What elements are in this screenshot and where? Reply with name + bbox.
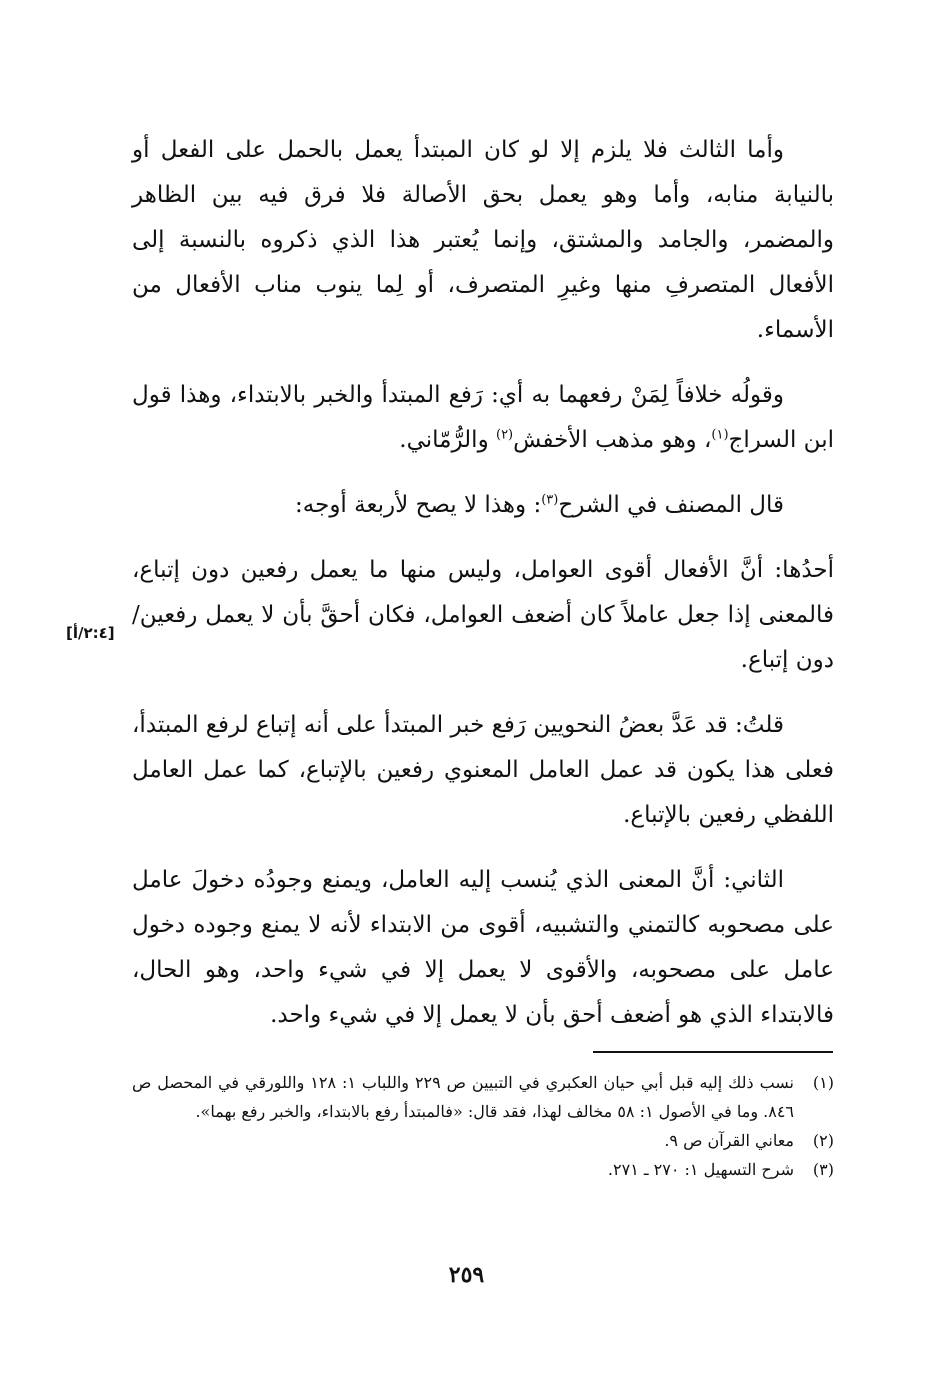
footnote-1 — [132, 1068, 834, 1126]
footnote-2 — [132, 1126, 834, 1155]
text-segment: وقولُه خلافاً لِمَنْ رفعهما به أي: رَفع المبتدأ والخبر بالابتداء، وهذا قول ابن السراج — [132, 382, 834, 453]
footnote-marker-2[interactable]: (٢) — [495, 427, 514, 443]
footnote-3 — [132, 1155, 834, 1184]
footnote-number: (٢) — [812, 1131, 834, 1150]
text-segment: ، وهو مذهب الأخفش — [513, 427, 712, 453]
footnote-number: (١) — [812, 1073, 834, 1092]
paragraph-qultu: قلتُ: قد عَدَّ بعضُ النحويين رَفع خبر المبتدأ على أنه إتباع لرفع المبتدأ، فعلى هذا يكون قد عمل العامل المعنوي رفعين بالإتباع، كما عمل العامل اللفظي رفعين بالإتباع. — [132, 712, 834, 828]
footnote-text: نسب ذلك إليه قبل أبي حيان العكبري في التبيين ص ٢٢٩ واللباب ١: ١٢٨ واللورقي في المحصل ص ٨٤٦. وما في الأصول ١: ٥٨ مخالف لهذا، فقد قال: «فالمبتدأ رفع بالابتداء، والخبر رفع بهما». — [132, 1073, 795, 1121]
paragraph-ahaduha: أحدُها: أنَّ الأفعال أقوى العوامل، وليس منها ما يعمل رفعين دون إتباع، فالمعنى إذا جعل عاملاً كان أضعف العوامل، فكان أحقَّ بأن لا يعمل رفعين/ دون إتباع. — [132, 557, 834, 673]
footnote-separator — [593, 1051, 833, 1053]
paragraph-khilafan — [132, 373, 834, 463]
footnote-text: شرح التسهيل ١: ٢٧٠ ـ ٢٧١. — [607, 1160, 794, 1179]
text-segment: والرُّمّاني. — [399, 427, 496, 453]
footnote-text: معاني القرآن ص ٩. — [664, 1131, 794, 1150]
footnote-marker-1[interactable]: (١) — [711, 427, 729, 443]
paragraph-thani: الثاني: أنَّ المعنى الذي يُنسب إليه العامل، ويمنع وجودُه دخولَ عامل على مصحوبه كالتمني والتشبيه، أقوى من الابتداء لأنه لا يمنع وجوده دخول عامل على مصحوبه، والأقوى لا يعمل إلا في شيء واحد، وهو الحال، فالابتداء الذي هو أضعف أحق بأن لا يعمل إلا في شيء واحد. — [132, 867, 834, 1028]
footnote-number: (٣) — [812, 1160, 834, 1179]
manuscript-folio-reference: [٢:٤/أ] — [66, 624, 115, 642]
paragraph-musannif — [132, 483, 834, 528]
footnote-marker-3[interactable]: (٣) — [541, 492, 559, 508]
main-text — [132, 128, 834, 1058]
paragraph-third-point: وأما الثالث فلا يلزم إلا لو كان المبتدأ يعمل بالحمل على الفعل أو بالنيابة منابه، وأما وهو يعمل بحق الأصالة فلا فرق فيه بين الظاهر والمضمر، والجامد والمشتق، وإنما يُعتبر هذا الذي ذكروه بالنسبة إلى الأفعال المتصرفِ منها وغيرِ المتصرف، أو لِما ينوب مناب الأفعال من الأسماء. — [132, 137, 834, 343]
footnotes — [132, 1068, 834, 1184]
page-number: ٢٥٩ — [448, 1262, 485, 1288]
text-segment: : وهذا لا يصح لأربعة أوجه: — [295, 492, 542, 518]
text-segment: قال المصنف في الشرح — [558, 492, 784, 518]
